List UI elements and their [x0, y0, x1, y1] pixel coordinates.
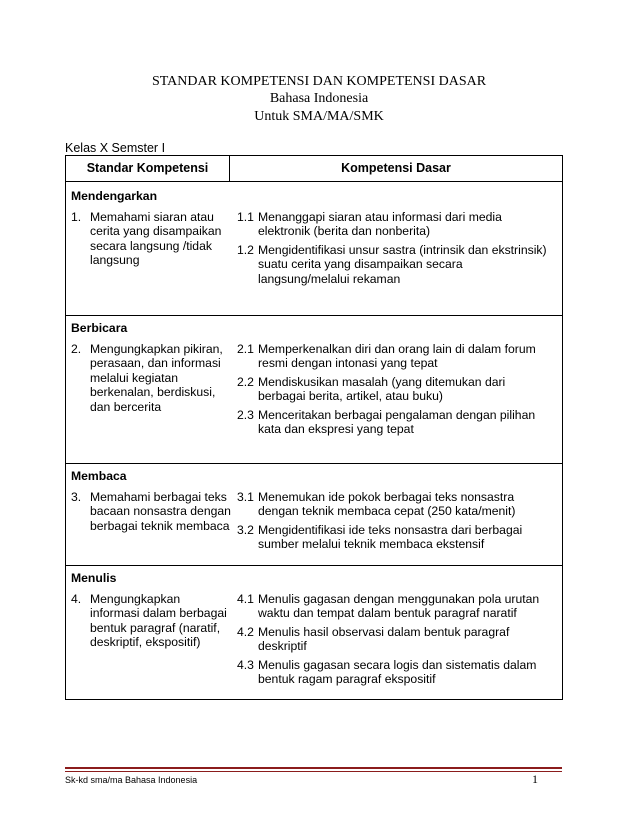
standar-kompetensi-item	[71, 342, 231, 414]
section-heading: Mendengarkan	[71, 189, 158, 203]
standar-kompetensi-item	[71, 592, 231, 650]
sk-text: Mengungkapkan informasi dalam berbagai bentuk paragraf (naratif, deskriptif, ekspositif)	[90, 592, 227, 650]
kompetensi-dasar-cell	[231, 592, 562, 690]
standar-kompetensi-item	[71, 490, 231, 533]
kd-text: Menulis hasil observasi dalam bentuk paragraf deskriptif	[258, 624, 510, 654]
standar-kompetensi-item	[71, 210, 231, 268]
kd-item	[237, 490, 556, 519]
kd-text: Mengidentifikasi unsur sastra (intrinsik dan ekstrinsik) suatu cerita yang disampaikan secara langsung/melalui rekaman	[258, 242, 547, 286]
footer-rule-thin	[65, 771, 562, 772]
sk-number: 3.	[71, 490, 82, 504]
table-header-row	[66, 156, 563, 182]
kd-item	[237, 408, 556, 437]
section-heading: Berbicara	[71, 321, 128, 335]
page-number: 1	[532, 772, 538, 786]
standar-kompetensi-cell	[66, 490, 231, 556]
standar-kompetensi-cell	[66, 342, 231, 440]
kd-number: 4.3	[237, 657, 254, 672]
kd-number: 4.2	[237, 624, 254, 639]
sk-number: 2.	[71, 342, 82, 356]
document-title: STANDAR KOMPETENSI DAN KOMPETENSI DASAR	[151, 74, 487, 89]
kompetensi-dasar-cell	[231, 490, 562, 556]
footer-document-label: Sk-kd sma/ma Bahasa Indonesia	[65, 775, 198, 785]
competency-table	[65, 155, 563, 700]
kd-item	[237, 658, 556, 687]
kd-number: 1.2	[237, 242, 254, 257]
kd-text: Menanggapi siaran atau informasi dari media elektronik (berita dan nonberita)	[258, 210, 502, 239]
section-heading: Membaca	[71, 469, 127, 483]
sk-number: 1.	[71, 210, 82, 224]
section-heading: Menulis	[71, 571, 117, 585]
table-section-row	[66, 566, 563, 700]
kd-item	[237, 342, 556, 371]
document-subject: Bahasa Indonesia	[269, 91, 369, 106]
kd-number: 2.2	[237, 374, 254, 389]
sk-number: 4.	[71, 592, 82, 606]
table-section-row	[66, 182, 563, 316]
kd-number: 4.1	[237, 592, 254, 606]
column-header-kompetensi-dasar: Kompetensi Dasar	[230, 156, 563, 182]
sk-text: Memahami berbagai teks bacaan nonsastra dengan berbagai teknik membaca	[90, 490, 231, 533]
table-section-row	[66, 316, 563, 464]
document-audience: Untuk SMA/MA/SMK	[254, 109, 384, 124]
kd-number: 2.1	[237, 342, 254, 356]
footer-rule	[65, 767, 562, 769]
kd-number: 3.2	[237, 522, 254, 537]
kompetensi-dasar-cell	[231, 342, 562, 440]
kd-item	[237, 375, 556, 404]
kd-item	[237, 592, 556, 621]
kd-text: Mendiskusikan masalah (yang ditemukan dari berbagai berita, artikel, atau buku)	[258, 374, 506, 404]
kompetensi-dasar-cell	[231, 210, 562, 290]
kd-item	[237, 523, 556, 552]
kd-text: Menceritakan berbagai pengalaman dengan pilihan kata dan ekspresi yang tepat	[258, 407, 536, 437]
kd-number: 1.1	[237, 210, 254, 224]
kd-text: Memperkenalkan diri dan orang lain di dalam forum resmi dengan intonasi yang tepat	[258, 342, 536, 371]
standar-kompetensi-cell	[66, 210, 231, 290]
class-semester-label: Kelas X Semster I	[65, 141, 166, 155]
kd-number: 3.1	[237, 490, 254, 504]
kd-text: Menulis gagasan dengan menggunakan pola urutan waktu dan tempat dalam bentuk paragraf naratif	[258, 592, 540, 621]
sk-text: Memahami siaran atau cerita yang disampaikan secara langsung /tidak langsung	[90, 210, 222, 268]
kd-number: 2.3	[237, 407, 254, 422]
standar-kompetensi-cell	[66, 592, 231, 690]
kd-text: Menulis gagasan secara logis dan sistematis dalam bentuk ragam paragraf ekspositif	[258, 657, 537, 687]
kd-item	[237, 243, 556, 286]
column-header-standar-kompetensi: Standar Kompetensi	[66, 156, 230, 182]
kd-text: Menemukan ide pokok berbagai teks nonsastra dengan teknik membaca cepat (250 kata/menit)	[258, 490, 516, 519]
table-section-row	[66, 464, 563, 566]
sk-text: Mengungkapkan pikiran, perasaan, dan informasi melalui kegiatan berkenalan, berdiskusi, dan bercerita	[90, 342, 223, 414]
kd-item	[237, 625, 556, 654]
kd-text: Mengidentifikasi ide teks nonsastra dari berbagai sumber melalui teknik membaca ekstensif	[258, 522, 523, 552]
kd-item	[237, 210, 556, 239]
